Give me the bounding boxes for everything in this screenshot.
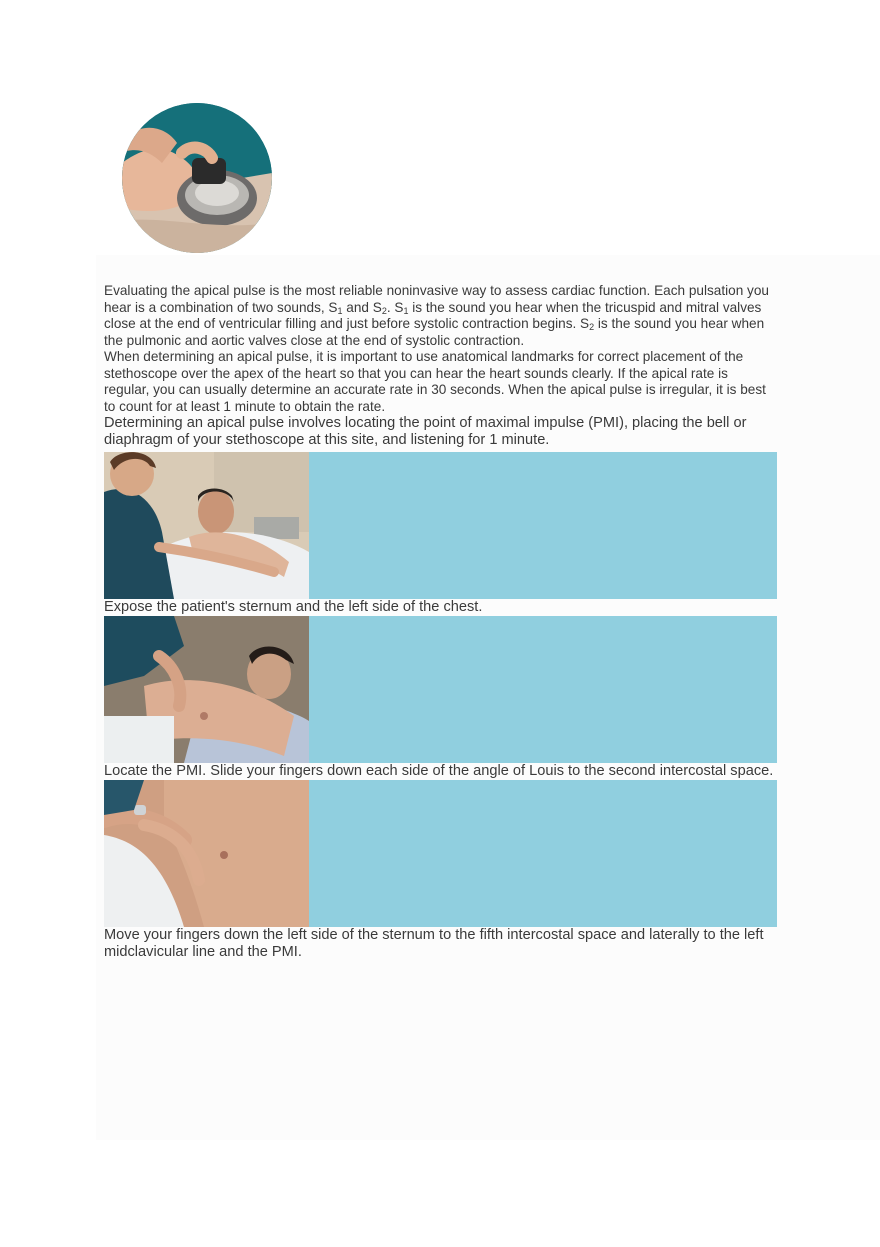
step-3-caption: Move your fingers down the left side of the sternum to the fifth intercostal space and laterally to the left midclavicular line and the PMI. — [104, 927, 764, 960]
main-content — [104, 283, 777, 961]
step-1-caption: Expose the patient's sternum and the left side of the chest. — [104, 599, 483, 615]
step-1-image-panel — [104, 452, 777, 599]
step-3 — [104, 780, 777, 961]
step-3-image-panel — [104, 780, 777, 927]
stethoscope-photo — [122, 103, 272, 253]
step-2-image-panel — [104, 616, 777, 763]
intro-paragraph-1: Evaluating the apical pulse is the most reliable noninvasive way to assess cardiac function. Each pulsation you hear is a combination of two sounds, $S_1$ and $S_2$. $S_1$ is the sound you hear when the tricuspid and mitral valves close at the end of ventricular filling and just before systolic contraction begins. $S_2$ is the sound you hear when the pulmonic and aortic valves close at the end of systolic contraction. — [104, 283, 769, 348]
step-1 — [104, 452, 777, 616]
step-1-photo — [104, 452, 309, 599]
step-3-photo — [104, 780, 309, 927]
stethoscope-hand-illustration — [122, 103, 272, 253]
intro-paragraph-2: When determining an apical pulse, it is important to use anatomical landmarks for correct placement of the stethoscope over the apex of the heart so that you can hear the heart sounds clearly. If the apical rate is regular, you can usually determine an accurate rate in 30 seconds. When the apical pulse is irregular, it is best to count for at least 1 minute to obtain the rate. — [104, 349, 766, 414]
intro-paragraph-3: Determining an apical pulse involves locating the point of maximal impulse (PMI), placing the bell or diaphragm of your stethoscope at this site, and listening for 1 minute. — [104, 415, 747, 448]
step-2-caption: Locate the PMI. Slide your fingers down each side of the angle of Louis to the second intercostal space. — [104, 763, 774, 779]
step-2 — [104, 616, 777, 780]
step-2-photo — [104, 616, 309, 763]
